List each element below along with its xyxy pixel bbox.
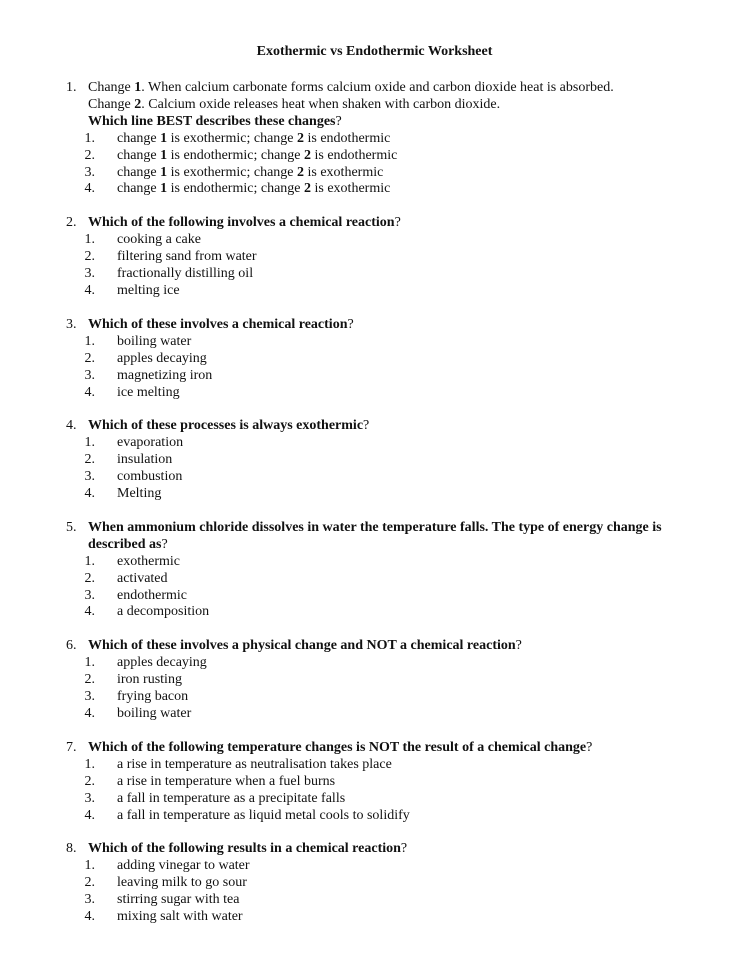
- answer-option: [66, 469, 706, 486]
- bold-text: 2: [304, 147, 311, 163]
- text-run: ?: [161, 536, 168, 552]
- answer-option: [66, 283, 706, 300]
- question-line: [88, 215, 706, 232]
- answer-option: [66, 892, 706, 909]
- option-text: [117, 909, 706, 926]
- option-number: 4.: [84, 909, 95, 925]
- question-line: [88, 841, 706, 858]
- option-text: [117, 148, 706, 165]
- option-number: 2.: [84, 350, 95, 366]
- answer-option: [66, 165, 706, 182]
- option-text: [117, 875, 706, 892]
- answer-options: [66, 655, 706, 723]
- bold-text: 2: [304, 181, 311, 197]
- option-text: [117, 554, 706, 571]
- answer-option: [66, 554, 706, 571]
- question-text: [88, 740, 706, 757]
- text-run: is endothermic; change: [167, 181, 304, 197]
- option-number: 4.: [84, 604, 95, 620]
- text-run: is exothermic: [304, 164, 384, 180]
- question-line: [88, 537, 706, 554]
- answer-options: [66, 435, 706, 503]
- text-run: fractionally distilling oil: [117, 266, 254, 282]
- question-1: [66, 80, 706, 198]
- option-number: 2.: [84, 249, 95, 265]
- answer-options: [66, 554, 706, 622]
- text-run: combustion: [117, 469, 183, 485]
- question-7: [66, 740, 706, 825]
- answer-option: [66, 486, 706, 503]
- option-text: [117, 283, 706, 300]
- option-number: 3.: [84, 266, 95, 282]
- answer-option: [66, 909, 706, 926]
- text-run: ?: [347, 316, 354, 332]
- bold-text: 2: [297, 164, 304, 180]
- text-run: is endothermic: [304, 130, 391, 146]
- bold-text: Which line BEST describes these changes: [88, 113, 336, 129]
- text-run: is endothermic; change: [167, 147, 304, 163]
- answer-option: [66, 706, 706, 723]
- text-run: ?: [400, 841, 408, 857]
- answer-option: [66, 452, 706, 469]
- text-run: change: [117, 181, 161, 197]
- text-run: a fall in temperature as liquid metal cools to solidify: [117, 807, 410, 823]
- option-text: [117, 689, 706, 706]
- bold-text: When ammonium chloride dissolves in water the temperature falls. The type of energy change is: [88, 519, 662, 535]
- option-number: 2.: [84, 875, 95, 891]
- option-number: 3.: [84, 689, 95, 705]
- answer-option: [66, 435, 706, 452]
- answer-options: [66, 131, 706, 199]
- question-number: 3.: [66, 316, 77, 332]
- answer-option: [66, 571, 706, 588]
- text-run: iron rusting: [117, 672, 182, 688]
- question-3: [66, 317, 706, 402]
- question-stem: [66, 317, 706, 334]
- option-text: [117, 588, 706, 605]
- text-run: a rise in temperature as neutralisation takes place: [117, 756, 392, 772]
- option-number: 3.: [84, 164, 95, 180]
- text-run: is exothermic: [311, 181, 391, 197]
- question-text: [88, 80, 706, 131]
- bold-text: 1: [160, 130, 168, 146]
- text-run: mixing salt with water: [117, 909, 243, 925]
- text-run: leaving milk to go sour: [117, 875, 247, 891]
- option-text: [117, 385, 706, 402]
- question-stem: [66, 841, 706, 858]
- question-number: 7.: [66, 739, 77, 755]
- option-number: 1.: [84, 333, 95, 349]
- option-text: [117, 232, 706, 249]
- option-number: 2.: [84, 773, 95, 789]
- text-run: change: [117, 147, 161, 163]
- text-run: ?: [394, 215, 401, 231]
- text-run: Melting: [117, 486, 162, 502]
- option-text: [117, 655, 706, 672]
- text-run: filtering sand from water: [117, 249, 257, 265]
- question-line: [88, 114, 706, 131]
- option-text: [117, 892, 706, 909]
- option-number: 3.: [84, 892, 95, 908]
- bold-text: 1: [160, 181, 168, 197]
- bold-text: Which of these involves a physical change and NOT a chemical reaction: [88, 638, 516, 654]
- text-run: exothermic: [117, 553, 180, 569]
- option-number: 4.: [84, 282, 95, 298]
- text-run: Change: [88, 96, 135, 112]
- option-text: [117, 131, 706, 148]
- option-text: [117, 368, 706, 385]
- option-text: [117, 672, 706, 689]
- bold-text: 2: [297, 130, 304, 146]
- answer-option: [66, 385, 706, 402]
- text-run: change: [117, 164, 161, 180]
- text-run: melting ice: [117, 282, 180, 298]
- question-4: [66, 418, 706, 503]
- question-5: [66, 520, 706, 621]
- text-run: ?: [586, 739, 593, 755]
- question-6: [66, 638, 706, 723]
- text-run: endothermic: [117, 587, 187, 603]
- text-run: a fall in temperature as a precipitate falls: [117, 790, 346, 806]
- text-run: frying bacon: [117, 689, 189, 705]
- option-text: [117, 469, 706, 486]
- question-2: [66, 215, 706, 300]
- option-text: [117, 181, 706, 198]
- answer-option: [66, 774, 706, 791]
- answer-option: [66, 689, 706, 706]
- text-run: activated: [117, 570, 168, 586]
- text-run: apples decaying: [117, 655, 207, 671]
- option-number: 3.: [84, 367, 95, 383]
- option-text: [117, 571, 706, 588]
- question-number: 8.: [66, 841, 77, 857]
- answer-option: [66, 368, 706, 385]
- bold-text: described as: [88, 536, 162, 552]
- text-run: is exothermic; change: [167, 130, 297, 146]
- option-number: 4.: [84, 486, 95, 502]
- text-run: ?: [515, 638, 522, 654]
- option-text: [117, 774, 706, 791]
- question-number: 1.: [66, 80, 77, 95]
- bold-text: 1: [160, 147, 168, 163]
- text-run: apples decaying: [117, 350, 207, 366]
- text-run: is endothermic: [311, 147, 398, 163]
- option-number: 2.: [84, 570, 95, 586]
- text-run: . Calcium oxide releases heat when shaken with carbon dioxide.: [141, 96, 501, 112]
- option-number: 2.: [84, 672, 95, 688]
- bold-text: 1: [160, 164, 168, 180]
- option-text: [117, 858, 706, 875]
- bold-text: Which of these involves a chemical reaction: [88, 316, 348, 332]
- option-text: [117, 266, 706, 283]
- option-number: 1.: [84, 435, 95, 451]
- question-8: [66, 841, 706, 926]
- option-number: 2.: [84, 452, 95, 468]
- worksheet-title: Exothermic vs Endothermic Worksheet: [256, 44, 493, 59]
- answer-option: [66, 232, 706, 249]
- question-text: [88, 317, 706, 334]
- question-text: [88, 215, 706, 232]
- answer-option: [66, 351, 706, 368]
- answer-options: [66, 232, 706, 300]
- question-line: [88, 740, 706, 757]
- question-line: [88, 418, 706, 435]
- question-stem: [66, 638, 706, 655]
- answer-options: [66, 757, 706, 825]
- option-text: [117, 452, 706, 469]
- option-text: [117, 351, 706, 368]
- option-text: [117, 486, 706, 503]
- option-number: 4.: [84, 384, 95, 400]
- question-text: [88, 841, 706, 858]
- text-run: boiling water: [117, 333, 192, 349]
- question-list: [66, 80, 706, 943]
- question-stem: [66, 520, 706, 554]
- option-number: 2.: [84, 147, 95, 163]
- text-run: ice melting: [117, 384, 180, 400]
- bold-text: Which of the following results in a chemical reaction: [88, 841, 401, 857]
- question-number: 5.: [66, 519, 77, 535]
- text-run: change: [117, 130, 161, 146]
- option-text: [117, 808, 706, 825]
- answer-option: [66, 875, 706, 892]
- text-run: boiling water: [117, 706, 192, 721]
- text-run: ?: [363, 418, 370, 434]
- question-line: [88, 317, 706, 334]
- answer-option: [66, 148, 706, 165]
- option-number: 1.: [84, 553, 95, 569]
- answer-option: [66, 655, 706, 672]
- text-run: is exothermic; change: [167, 164, 297, 180]
- question-stem: [66, 740, 706, 757]
- question-number: 6.: [66, 638, 77, 654]
- option-number: 3.: [84, 587, 95, 603]
- question-number: 4.: [66, 418, 77, 434]
- answer-option: [66, 131, 706, 148]
- text-run: a decomposition: [117, 604, 210, 620]
- option-number: 1.: [84, 756, 95, 772]
- option-number: 1.: [84, 858, 95, 874]
- answer-option: [66, 249, 706, 266]
- text-run: stirring sugar with tea: [117, 892, 240, 908]
- bold-text: 1: [134, 80, 142, 95]
- text-run: a rise in temperature when a fuel burns: [117, 773, 336, 789]
- text-run: magnetizing iron: [117, 367, 213, 383]
- question-number: 2.: [66, 215, 77, 231]
- text-run: adding vinegar to water: [117, 858, 250, 874]
- option-text: [117, 604, 706, 621]
- option-number: 1.: [84, 655, 95, 671]
- question-line: [88, 520, 706, 537]
- option-text: [117, 249, 706, 266]
- answer-option: [66, 757, 706, 774]
- answer-option: [66, 808, 706, 825]
- option-number: 3.: [84, 469, 95, 485]
- bold-text: Which of the following temperature changes is NOT the result of a chemical change: [88, 739, 587, 755]
- bold-text: Which of the following involves a chemical reaction: [88, 215, 395, 231]
- question-line: [88, 638, 706, 655]
- answer-option: [66, 266, 706, 283]
- answer-option: [66, 181, 706, 198]
- question-line: [88, 97, 706, 114]
- option-text: [117, 757, 706, 774]
- answer-option: [66, 791, 706, 808]
- question-stem: [66, 418, 706, 435]
- question-text: [88, 418, 706, 435]
- question-stem: [66, 80, 706, 131]
- bold-text: 2: [134, 96, 142, 112]
- answer-option: [66, 604, 706, 621]
- text-run: Change: [88, 80, 135, 95]
- option-number: 3.: [84, 790, 95, 806]
- answer-option: [66, 672, 706, 689]
- question-stem: [66, 215, 706, 232]
- option-text: [117, 706, 706, 723]
- answer-options: [66, 858, 706, 926]
- answer-option: [66, 588, 706, 605]
- option-number: 4.: [84, 807, 95, 823]
- text-run: ?: [335, 113, 342, 129]
- option-text: [117, 435, 706, 452]
- answer-option: [66, 858, 706, 875]
- option-number: 4.: [84, 706, 95, 721]
- text-run: evaporation: [117, 435, 184, 451]
- text-run: cooking a cake: [117, 232, 201, 248]
- text-run: . When calcium carbonate forms calcium oxide and carbon dioxide heat is absorbed.: [141, 80, 614, 95]
- answer-options: [66, 334, 706, 402]
- option-text: [117, 334, 706, 351]
- option-number: 1.: [84, 130, 95, 146]
- option-number: 1.: [84, 232, 95, 248]
- bold-text: Which of these processes is always exothermic: [88, 418, 364, 434]
- question-text: [88, 520, 706, 554]
- question-text: [88, 638, 706, 655]
- option-number: 4.: [84, 181, 95, 197]
- option-text: [117, 165, 706, 182]
- text-run: insulation: [117, 452, 173, 468]
- option-text: [117, 791, 706, 808]
- question-line: [88, 80, 706, 97]
- answer-option: [66, 334, 706, 351]
